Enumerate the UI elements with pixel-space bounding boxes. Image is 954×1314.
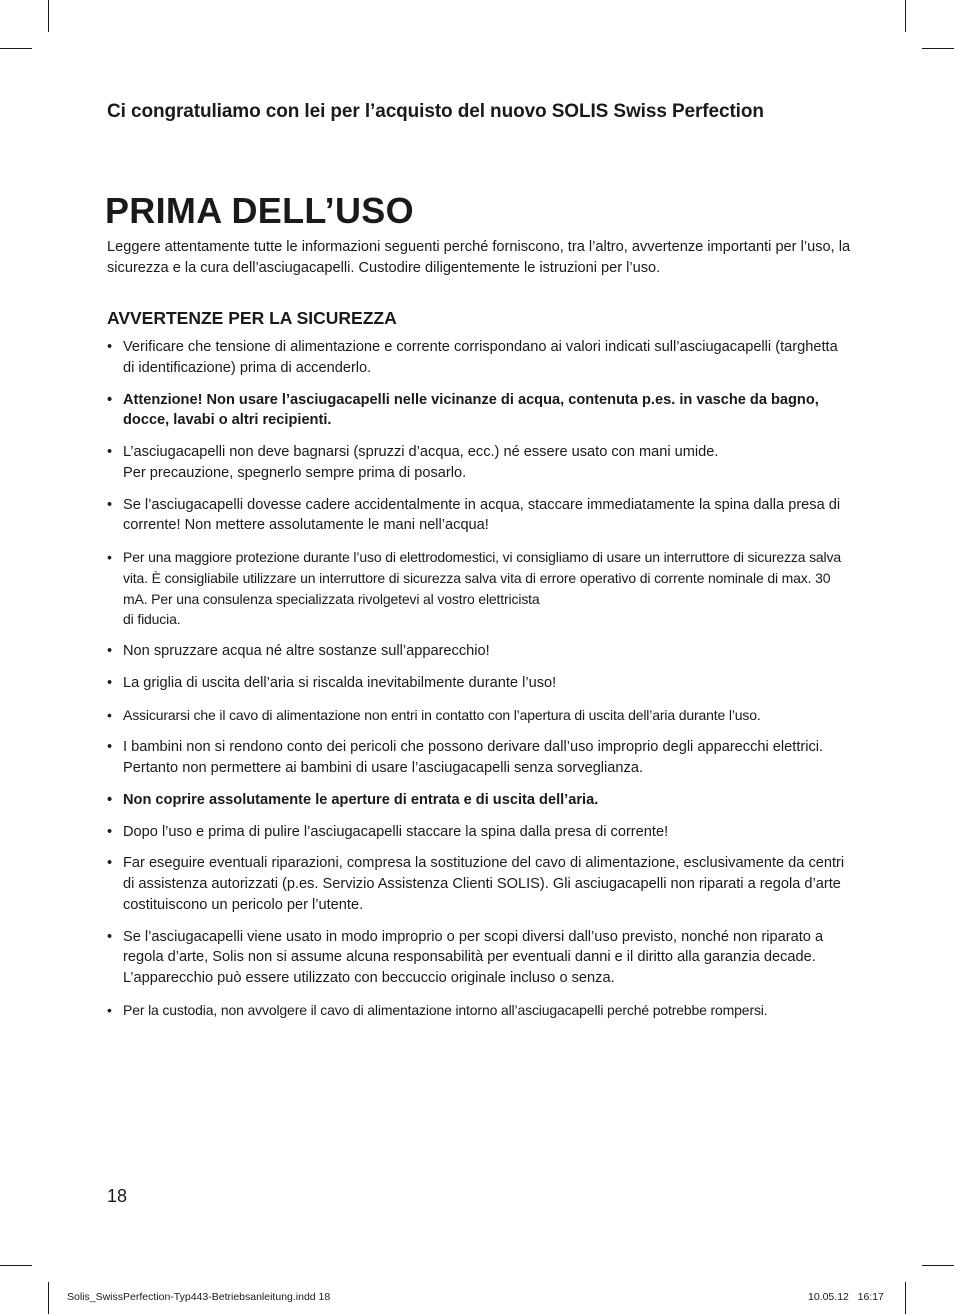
list-item-text: Dopo l’uso e prima di pulire l’asciugacapelli staccare la spina dalla presa di corrente! [123,823,669,840]
crop-mark [905,1282,906,1314]
list-item-text: Se l’asciugacapelli dovesse cadere accidentalmente in acqua, staccare immediatamente la spina dalla presa di corrente! Non mettere assolutamente le mani nell’acqua! [123,496,841,534]
list-item-text: La griglia di uscita dell’aria si riscalda inevitabilmente durante l’uso! [123,675,557,692]
list-item [107,547,847,630]
list-item-text: Se l’asciugacapelli viene usato in modo improprio o per scopi diversi dall’uso previsto, nonché non riparato a regola d’arte, Solis non si assume alcuna responsabilità per eventuali danni e il diritto alla garanzia decade. L’apparecchio può essere utilizzato con beccuccio originale incluso o senza. [123,928,824,987]
list-item-text: Verificare che tensione di alimentazione e corrente corrispondano ai valori indicati sull’asciugacapelli (targhetta di identificazione) prima di accenderlo. [123,339,838,376]
list-item-text: Per la custodia, non avvolgere il cavo di alimentazione intorno all’asciugacapelli perché potrebbe rompersi. [123,1002,768,1019]
list-item [107,822,847,843]
list-item [107,737,847,778]
list-item-text: Assicurarsi che il cavo di alimentazione non entri in contatto con l’apertura di uscita dell’aria durante l’uso. [123,707,761,724]
list-item [107,1000,847,1021]
page-number: 18 [107,1186,128,1206]
bullet-icon: • [107,739,113,756]
list-item-text: I bambini non si rendono conto dei pericoli che possono derivare dall’uso improprio degli apparecchi elettrici. Pertanto non permettere ai bambini di usare l’asciugacapelli senza sorveglianza. [123,739,824,776]
list-item [107,853,847,915]
list-item-text: Non spruzzare acqua né altre sostanze sull’apparecchio! [123,643,490,660]
crop-mark [905,0,906,32]
list-item-text: Attenzione! Non usare l’asciugacapelli nelle vicinanze di acqua, contenuta p.es. in vasche da bagno, docce, lavabi o altri recipienti. [123,391,819,429]
bullet-icon: • [107,643,113,660]
crop-mark [48,1282,49,1314]
crop-mark [0,48,32,49]
list-item [107,927,847,989]
list-item-text: Per una maggiore protezione durante l’uso di elettrodomestici, vi consigliamo di usare un interruttore di sicurezza salva vita. È consigliabile utilizzare un interruttore di sicurezza salva vita di errore operativo di corrente nominale di max. 30 mA. Per una consulenza specializzata rivolgetevi al vostro elettricista di fiducia. [123,549,842,628]
intro-paragraph: Leggere attentamente tutte le informazioni seguenti perché forniscono, tra l’altro, avvertenze importanti per l’uso, la sicurezza e la cura dell’asciugacapelli. Custodire diligentemente le istruzioni per l’uso. [107,239,851,276]
bullet-icon: • [107,496,113,513]
list-item [107,705,847,726]
bullet-icon: • [107,549,112,566]
bullet-icon: • [107,675,113,692]
page-subtitle: Ci congratuliamo con lei per l’acquisto del nuovo SOLIS Swiss Perfection [107,101,764,122]
safety-list [107,337,847,1032]
list-item [107,641,847,662]
crop-mark [48,0,49,32]
list-item [107,337,847,378]
list-item-text: Far eseguire eventuali riparazioni, compresa la sostituzione del cavo di alimentazione, esclusivamente da centri di assistenza autorizzati (p.es. Servizio Assistenza Clienti SOLIS). Gli asciugacapelli non riparati a regola d’arte costituiscono un pericolo per l’utente. [123,855,845,913]
footer-filename: Solis_SwissPerfection-Typ443-Betriebsanleitung.indd 18 [67,1291,331,1303]
list-item-text: Non coprire assolutamente le aperture di entrata e di uscita dell’aria. [123,791,599,808]
footer-datetime: 10.05.12 16:17 [808,1291,884,1303]
page-title: PRIMA DELL’USO [105,190,414,231]
crop-mark [0,1265,32,1266]
list-item-text: L’asciugacapelli non deve bagnarsi (spruzzi d’acqua, ecc.) né essere usato con mani umide. Per precauzione, spegnerlo sempre prima di posarlo. [123,444,719,481]
list-item [107,442,847,483]
list-item [107,673,847,694]
bullet-icon: • [107,928,113,945]
list-item [107,495,847,536]
bullet-icon: • [107,823,113,840]
list-item [107,390,847,431]
section-heading: AVVERTENZE PER LA SICUREZZA [107,308,397,328]
bullet-icon: • [107,707,112,724]
list-item [107,790,847,811]
bullet-icon: • [107,1002,112,1019]
crop-mark [922,1265,954,1266]
crop-mark [922,48,954,49]
bullet-icon: • [107,791,113,808]
bullet-icon: • [107,391,113,408]
bullet-icon: • [107,339,113,355]
bullet-icon: • [107,444,113,461]
bullet-icon: • [107,855,113,872]
